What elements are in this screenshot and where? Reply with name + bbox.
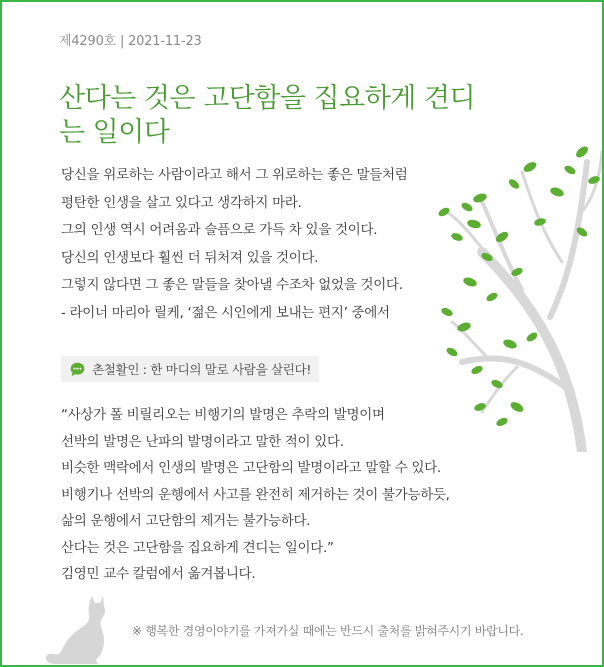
- quote-source: - 라이너 마리아 릴케, ‘젊은 시인에게 보내는 편지’ 중에서: [61, 304, 390, 321]
- issue-date: 2021-11-23: [128, 34, 202, 49]
- motto-tag: [61, 356, 319, 382]
- quote-block: [61, 162, 461, 327]
- body-line: “사상가 폴 비릴리오는 비행기의 발명은 추락의 발명이며: [61, 407, 385, 423]
- body-line: 산다는 것은 고단함을 집요하게 견디는 일이다.”: [61, 539, 334, 556]
- issue-number: 제4290호: [59, 34, 117, 49]
- body-line: 선박의 발명은 난파의 발명이라고 말한 적이 있다.: [61, 433, 344, 450]
- speech-bubble-icon: [69, 361, 86, 378]
- quote-line: 그렇지 않다면 그 좋은 말들을 찾아낼 수조차 없었을 것이다.: [61, 277, 403, 293]
- copyright-notice: ※ 행복한 경영이야기를 가져가실 때에는 반드시 출처를 밝혀주시기 바랍니다.: [132, 624, 524, 638]
- quote-line: 평탄한 인생을 살고 있다고 생각하지 마라.: [61, 194, 302, 211]
- page-title: 산다는 것은 고단함을 집요하게 견디는 일이다: [59, 83, 476, 148]
- quote-line: 당신을 위로하는 사람이라고 해서 그 위로하는 좋은 말들처럼: [61, 167, 408, 183]
- issue-meta: [59, 30, 202, 49]
- meta-separator: |: [119, 34, 125, 49]
- body-line: 삶의 운행에서 고단함의 제거는 불가능하다.: [61, 513, 311, 529]
- body-line: 비슷한 맥락에서 인생의 발명은 고단함의 발명이라고 말할 수 있다.: [61, 460, 441, 476]
- body-line: 비행기나 선박의 운행에서 사고를 완전히 제거하는 것이 불가능하듯,: [61, 486, 450, 503]
- quote-line: 당신의 인생보다 훨씬 더 뒤처져 있을 것이다.: [61, 249, 319, 266]
- motto-text: 촌철활인 : 한 마디의 말로 사람을 살린다!: [92, 362, 312, 377]
- quote-line: 그의 인생 역시 어려움과 슬픔으로 가득 차 있을 것이다.: [61, 222, 378, 238]
- cat-silhouette-icon: [40, 594, 114, 664]
- article-body: [61, 402, 521, 588]
- body-line: 김영민 교수 칼럼에서 옮겨봅니다.: [61, 566, 256, 582]
